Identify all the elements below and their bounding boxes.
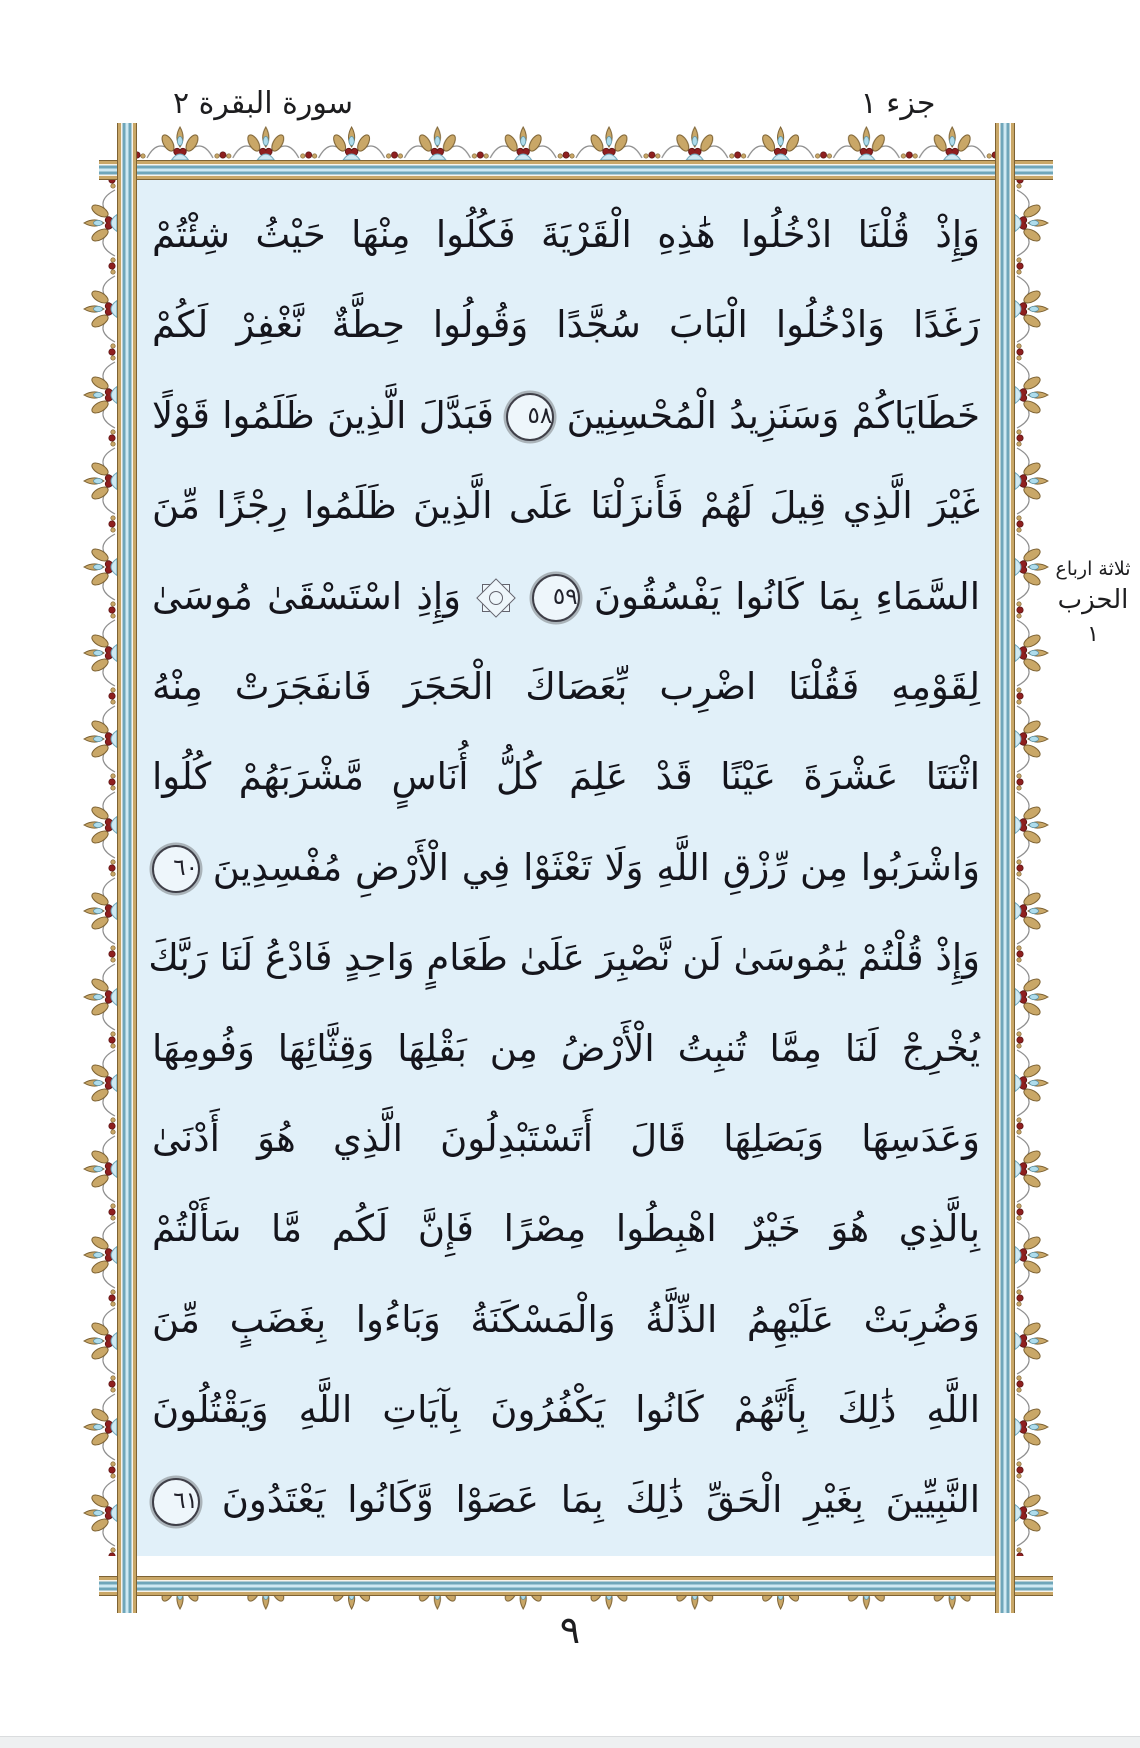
ayah-number-marker: ٥٨ — [506, 393, 554, 441]
page-number: ٩ — [559, 1608, 581, 1652]
ayah-number-marker: ٦٠ — [152, 845, 200, 893]
quran-line — [152, 642, 980, 732]
verse-text: وَعَدَسِهَا وَبَصَلِهَا قَالَ أَتَسْتَبْدِلُونَ الَّذِي هُوَ أَدْنَىٰ — [152, 1116, 980, 1160]
frame-band-right — [995, 123, 1015, 1613]
verse-text: خَطَايَاكُمْ وَسَنَزِيدُ الْمُحْسِنِينَ — [566, 393, 981, 437]
hizb-note-line: ثلاثة ارباع — [1055, 558, 1131, 580]
window-bottom-strip — [0, 1736, 1140, 1748]
verse-text: وَإِذِ اسْتَسْقَىٰ مُوسَىٰ — [152, 574, 462, 618]
ornament-border-right — [1015, 180, 1049, 1556]
verse-text: السَّمَاءِ بِمَا كَانُوا يَفْسُقُونَ — [593, 574, 980, 618]
quran-line — [152, 1365, 980, 1455]
quran-text-panel — [137, 180, 995, 1556]
quran-line — [152, 371, 980, 461]
hizb-margin-note — [1046, 556, 1140, 652]
quran-line — [152, 1455, 980, 1545]
ornament-border-left — [83, 180, 117, 1556]
verse-text: وَضُرِبَتْ عَلَيْهِمُ الذِّلَّةُ وَالْمَسْكَنَةُ وَبَاءُوا بِغَضَبٍ مِّنَ — [152, 1297, 980, 1341]
verse-text: وَإِذْ قُلْنَا ادْخُلُوا هَٰذِهِ الْقَرْيَةَ فَكُلُوا مِنْهَا حَيْثُ شِئْتُمْ — [152, 213, 980, 256]
quran-line — [152, 1275, 980, 1365]
verse-text: النَّبِيِّينَ بِغَيْرِ الْحَقِّ ذَٰلِكَ بِمَا عَصَوْا وَّكَانُوا يَعْتَدُونَ — [221, 1478, 981, 1522]
verse-text: رَغَدًا وَادْخُلُوا الْبَابَ سُجَّدًا وَقُولُوا حِطَّةٌ نَّغْفِرْ لَكُمْ — [152, 303, 980, 347]
verse-text: يُخْرِجْ لَنَا مِمَّا تُنبِتُ الْأَرْضُ مِن بَقْلِهَا وَقِثَّائِهَا وَفُومِهَا — [152, 1026, 980, 1070]
frame-band-left — [117, 123, 137, 1613]
verse-text: اثْنَتَا عَشْرَةَ عَيْنًا قَدْ عَلِمَ كُلُّ أُنَاسٍ مَّشْرَبَهُمْ كُلُوا — [152, 755, 980, 799]
verse-text: غَيْرَ الَّذِي قِيلَ لَهُمْ فَأَنزَلْنَا عَلَى الَّذِينَ ظَلَمُوا رِجْزًا مِّنَ — [152, 484, 980, 528]
verse-text: وَإِذْ قُلْتُمْ يَٰمُوسَىٰ لَن نَّصْبِرَ عَلَىٰ طَعَامٍ وَاحِدٍ فَادْعُ لَنَا رَبَّكَ — [148, 936, 980, 980]
verse-text: فَبَدَّلَ الَّذِينَ ظَلَمُوا قَوْلًا — [152, 393, 494, 437]
ornament-border-top — [137, 126, 995, 160]
quran-lines — [137, 180, 995, 1546]
verse-text: بِالَّذِي هُوَ خَيْرٌ اهْبِطُوا مِصْرًا فَإِنَّ لَكُم مَّا سَأَلْتُمْ — [152, 1207, 980, 1251]
quran-line — [152, 1184, 980, 1274]
quran-line — [152, 1004, 980, 1094]
quran-line — [148, 913, 980, 1003]
quran-line — [152, 552, 980, 642]
quran-line — [152, 732, 980, 822]
verse-text: اللَّهِ ذَٰلِكَ بِأَنَّهُمْ كَانُوا يَكْفُرُونَ بِآيَاتِ اللَّهِ وَيَقْتُلُونَ — [152, 1388, 980, 1432]
frame-band-bottom — [99, 1576, 1053, 1596]
ayah-number-marker: ٦١ — [152, 1478, 200, 1526]
juz-label: جزء ١ — [860, 86, 936, 121]
quran-line — [152, 823, 980, 913]
ayah-number-marker: ٥٩ — [532, 574, 580, 622]
hizb-note-line: الحزب — [1057, 585, 1129, 615]
surah-label: سورة البقرة ٢ — [172, 86, 353, 121]
hizb-note-number: ١ — [1087, 622, 1099, 647]
frame-band-top — [99, 160, 1053, 180]
rub-el-hizb-icon — [475, 577, 517, 619]
quran-line — [152, 190, 980, 280]
verse-text: وَاشْرَبُوا مِن رِّزْقِ اللَّهِ وَلَا تَعْثَوْا فِي الْأَرْضِ مُفْسِدِينَ — [212, 845, 981, 889]
quran-line — [152, 280, 980, 370]
verse-text: لِقَوْمِهِ فَقُلْنَا اضْرِب بِّعَصَاكَ الْحَجَرَ فَانفَجَرَتْ مِنْهُ — [152, 664, 980, 708]
quran-line — [152, 461, 980, 551]
quran-line — [152, 1094, 980, 1184]
